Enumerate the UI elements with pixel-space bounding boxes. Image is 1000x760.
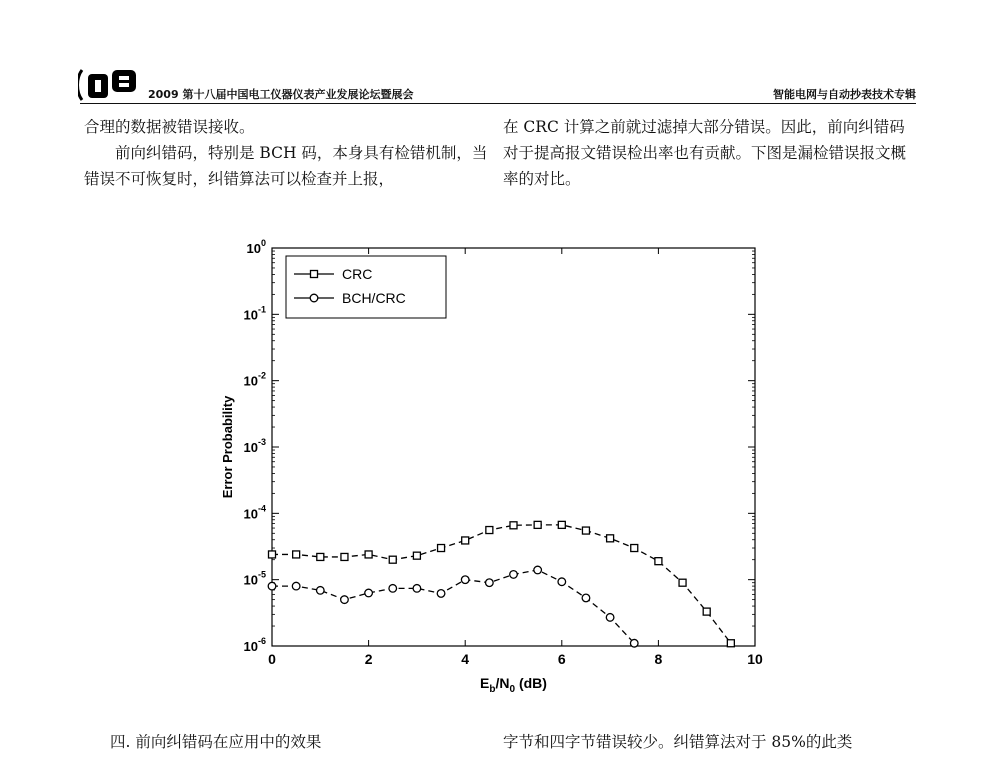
data-point-0-1: [293, 551, 300, 558]
data-point-0-16: [655, 558, 662, 565]
data-point-1-2: [317, 587, 325, 595]
left-column: [84, 114, 494, 192]
right-column: [503, 114, 917, 192]
data-point-0-9: [486, 527, 493, 534]
data-point-0-10: [510, 522, 517, 529]
data-point-1-5: [389, 585, 397, 593]
x-tick-label: 10: [747, 651, 763, 667]
data-point-1-12: [558, 578, 566, 586]
data-point-0-14: [607, 535, 614, 542]
x-tick-label: 8: [654, 651, 663, 667]
data-point-0-13: [582, 527, 589, 534]
conference-logo: [78, 68, 142, 102]
y-tick-label: $10^{-6}$: [243, 636, 266, 654]
data-point-1-7: [437, 590, 445, 598]
data-point-1-0: [268, 582, 276, 590]
series-line-1: [272, 570, 634, 643]
data-point-1-3: [341, 596, 349, 604]
data-point-1-13: [582, 594, 590, 602]
data-point-0-5: [389, 556, 396, 563]
legend-marker-1: [310, 294, 318, 302]
data-point-0-6: [413, 552, 420, 559]
left-paragraph-2: 前向纠错码，特别是 BCH 码，本身具有检错机制，当错误不可恢复时，纠错算法可以检查并上报，: [84, 144, 488, 188]
data-point-0-18: [703, 608, 710, 615]
bottom-right-text: 字节和四字节错误较少。纠错算法对于 85%的此类: [503, 733, 853, 751]
left-paragraph-1: 合理的数据被错误接收。: [84, 118, 255, 136]
x-tick-label: 4: [461, 651, 470, 667]
data-point-1-9: [486, 579, 494, 587]
data-point-0-4: [365, 551, 372, 558]
data-point-1-14: [606, 614, 614, 622]
data-point-0-17: [679, 579, 686, 586]
y-tick-label: $10^{-3}$: [243, 437, 266, 455]
x-axis-label: $E_b/N_0$ (dB): [480, 675, 547, 695]
legend-label-1: BCH/CRC: [342, 290, 406, 306]
section-heading: 四. 前向纠错码在应用中的效果: [110, 733, 322, 751]
y-tick-label: $10^{-5}$: [243, 569, 266, 588]
data-point-0-8: [462, 537, 469, 544]
legend-marker-0: [311, 271, 318, 278]
series-line-0: [272, 525, 731, 643]
data-point-1-8: [461, 576, 469, 584]
data-point-0-11: [534, 521, 541, 528]
data-point-0-0: [269, 551, 276, 558]
y-tick-label: $10^{-2}$: [243, 370, 266, 389]
data-point-0-2: [317, 553, 324, 560]
data-point-1-6: [413, 585, 421, 593]
conference-title: 2009 第十八届中国电工仪器仪表产业发展论坛暨展会: [148, 88, 414, 101]
data-point-0-7: [438, 545, 445, 552]
error-probability-chart: [200, 228, 800, 698]
data-point-1-15: [630, 639, 638, 647]
x-tick-label: 0: [268, 651, 276, 667]
data-point-1-10: [510, 571, 518, 579]
data-point-0-15: [631, 545, 638, 552]
x-tick-label: 2: [364, 651, 373, 667]
data-point-1-1: [292, 582, 300, 590]
x-tick-label: 6: [557, 651, 566, 667]
data-point-1-4: [365, 589, 373, 597]
legend-label-0: CRC: [342, 266, 373, 282]
header-rule: [80, 103, 916, 104]
y-tick-label: $10^{-1}$: [243, 304, 266, 323]
journal-section-title: 智能电网与自动抄表技术专辑: [773, 88, 916, 101]
data-point-1-11: [534, 566, 542, 574]
y-tick-label: $10^{-4}$: [243, 503, 266, 522]
y-tick-label: $10^0$: [246, 238, 266, 256]
data-point-0-19: [727, 640, 734, 647]
y-axis-label: Error Probability: [220, 395, 235, 499]
data-point-0-3: [341, 553, 348, 560]
data-point-0-12: [558, 521, 565, 528]
right-paragraph-1: 在 CRC 计算之前就过滤掉大部分错误。因此，前向纠错码对于提高报文错误检出率也有贡献。下图是漏检错误报文概率的对比。: [503, 118, 907, 188]
